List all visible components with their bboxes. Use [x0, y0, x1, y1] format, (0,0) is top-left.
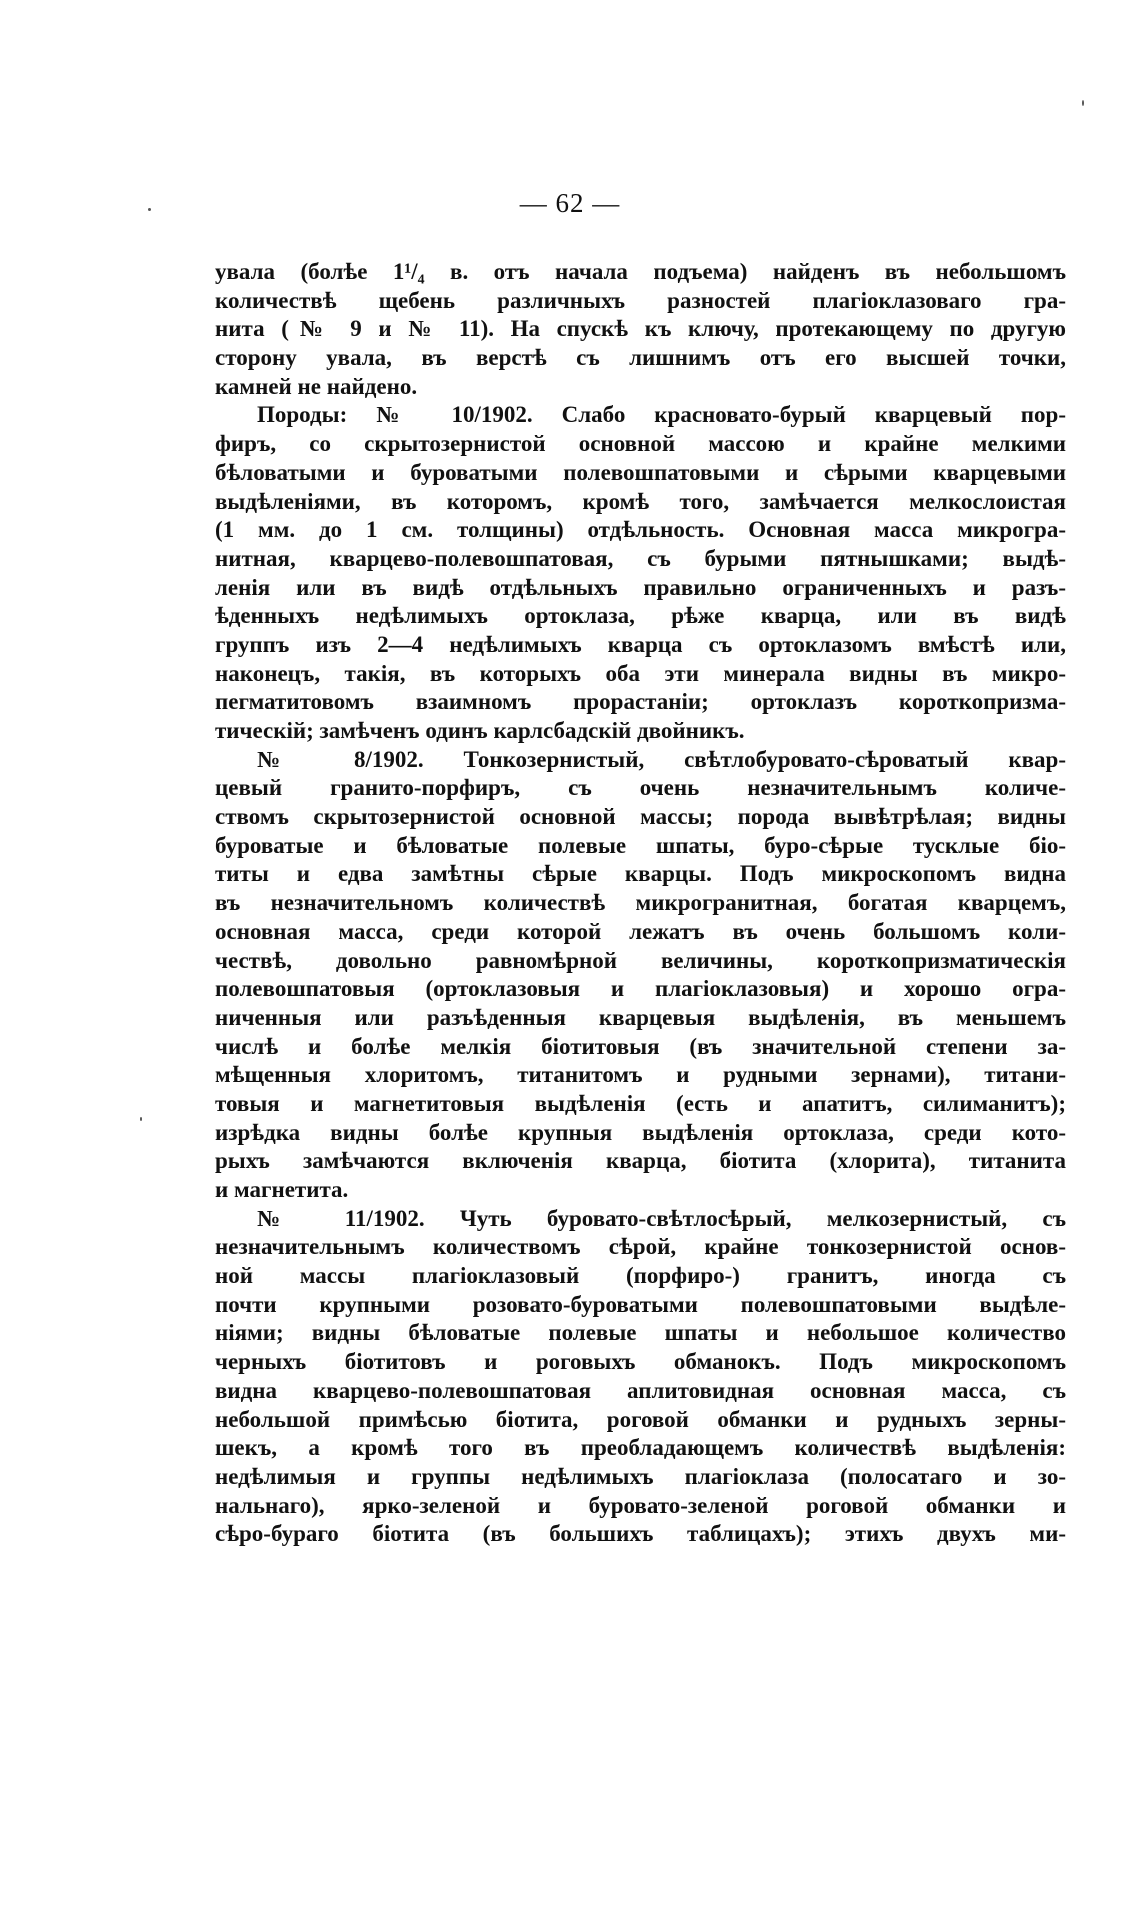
- text-line: фиръ, со скрытозернистой основной массою и крайне мелкими: [215, 431, 1066, 457]
- text-line: ной массы плагіоклазовый (порфиро-) гранитъ, иногда съ: [215, 1263, 1066, 1289]
- text-line: изрѣдка видны болѣе крупныя выдѣленія ортоклаза, среди кото-: [215, 1119, 1066, 1145]
- text-line: ѣденныхъ недѣлимыхъ ортоклаза, рѣже кварца, или въ видѣ: [215, 603, 1066, 629]
- scan-speck: [140, 1117, 142, 1121]
- text-line: рыхъ замѣчаются включенія кварца, біотита (хлорита), титанита: [215, 1148, 1066, 1174]
- text-line: количествѣ щебень различныхъ разностей плагіоклазоваго гра-: [215, 287, 1066, 313]
- text-line: нита (№ 9 и № 11). На спускѣ къ ключу, протекающему по другую: [215, 316, 1066, 342]
- paragraph-start-line: № 8/1902. Тонкозернистый, свѣтлобуровато-сѣроватый квар-: [257, 746, 1066, 772]
- text-line: пегматитовомъ взаимномъ прорастаніи; ортоклазъ короткопризма-: [215, 689, 1066, 715]
- text-line: полевошпатовыя (ортоклазовыя и плагіоклазовыя) и хорошо огра-: [215, 976, 1066, 1002]
- text-line: числѣ и болѣе мелкія біотитовыя (въ значительной степени за-: [215, 1033, 1066, 1059]
- text-line: титы и едва замѣтны сѣрые кварцы. Подъ микроскопомъ видна: [215, 861, 1066, 887]
- text-line: сѣро-бураго біотита (въ большихъ таблицахъ); этихъ двухъ ми-: [215, 1521, 1066, 1547]
- text-line: нитная, кварцево-полевошпатовая, съ бурыми пятнышками; выдѣ-: [215, 545, 1066, 571]
- text-line: увала (болѣе 1¹/₄ в. отъ начала подъема) найденъ въ небольшомъ: [215, 259, 1066, 284]
- text-line: буроватые и бѣловатые полевые шпаты, буро-сѣрые тусклые біо-: [215, 832, 1066, 858]
- text-line: основная масса, среди которой лежатъ въ очень большомъ коли-: [215, 918, 1066, 944]
- text-line: мѣщенныя хлоритомъ, титанитомъ и рудными зернами), титани-: [215, 1062, 1066, 1088]
- text-line: черныхъ біотитовъ и роговыхъ обманокъ. Подъ микроскопомъ: [215, 1349, 1066, 1375]
- text-line: группъ изъ 2—4 недѣлимыхъ кварца съ ортоклазомъ вмѣстѣ или,: [215, 631, 1066, 657]
- paragraph-start-line: Породы: № 10/1902. Слабо красновато-бурый кварцевый пор-: [257, 402, 1066, 428]
- text-line: ствомъ скрытозернистой основной массы; порода вывѣтрѣлая; видны: [215, 804, 1066, 830]
- text-line: и магнетита.: [215, 1177, 349, 1202]
- text-line: (1 мм. до 1 см. толщины) отдѣльность. Основная масса микрогра-: [215, 517, 1066, 543]
- text-line: незначительнымъ количествомъ сѣрой, крайне тонкозернистой основ-: [215, 1234, 1066, 1260]
- body-text: [215, 258, 1066, 1549]
- text-line: тическій; замѣченъ одинъ карлсбадскій двойникъ.: [215, 718, 745, 743]
- text-line: видна кварцево-полевошпатовая аплитовидная основная масса, съ: [215, 1377, 1066, 1403]
- text-line: ніями; видны бѣловатые полевые шпаты и небольшое количество: [215, 1320, 1066, 1346]
- text-line: бѣловатыми и буроватыми полевошпатовыми и сѣрыми кварцевыми: [215, 459, 1066, 485]
- text-line: въ незначительномъ количествѣ микрогранитная, богатая кварцемъ,: [215, 890, 1066, 916]
- paragraph-start-line: № 11/1902. Чуть буровато-свѣтлосѣрый, мелкозернистый, съ: [257, 1205, 1066, 1231]
- text-line: наконецъ, такія, въ которыхъ оба эти минерала видны въ микро-: [215, 660, 1066, 686]
- text-line: недѣлимыя и группы недѣлимыхъ плагіоклаза (полосатаго и зо-: [215, 1463, 1066, 1489]
- text-line: чествѣ, довольно равномѣрной величины, короткопризматическія: [215, 947, 1066, 973]
- scan-speck: [1082, 100, 1084, 106]
- text-line: ниченныя или разъѣденныя кварцевыя выдѣленія, въ меньшемъ: [215, 1004, 1066, 1030]
- text-line: почти крупными розовато-буроватыми полевошпатовыми выдѣле-: [215, 1291, 1066, 1317]
- text-line: небольшой примѣсью біотита, роговой обманки и рудныхъ зерны-: [215, 1406, 1066, 1432]
- text-line: нальнаго), ярко-зеленой и буровато-зеленой роговой обманки и: [215, 1492, 1066, 1518]
- text-line: цевый гранито-порфиръ, съ очень незначительнымъ количе-: [215, 775, 1066, 801]
- page-number: — 62 —: [519, 188, 621, 218]
- text-line: шекъ, а кромѣ того въ преобладающемъ количествѣ выдѣленія:: [215, 1435, 1066, 1461]
- text-line: сторону увала, въ верстѣ съ лишнимъ отъ его высшей точки,: [215, 345, 1066, 371]
- text-line: ленія или въ видѣ отдѣльныхъ правильно ограниченныхъ и разъ-: [215, 574, 1066, 600]
- text-line: выдѣленіями, въ которомъ, кромѣ того, замѣчается мелкослоистая: [215, 488, 1066, 514]
- text-line: товыя и магнетитовыя выдѣленія (есть и апатитъ, силиманитъ);: [215, 1090, 1066, 1116]
- text-line: камней не найдено.: [215, 373, 418, 399]
